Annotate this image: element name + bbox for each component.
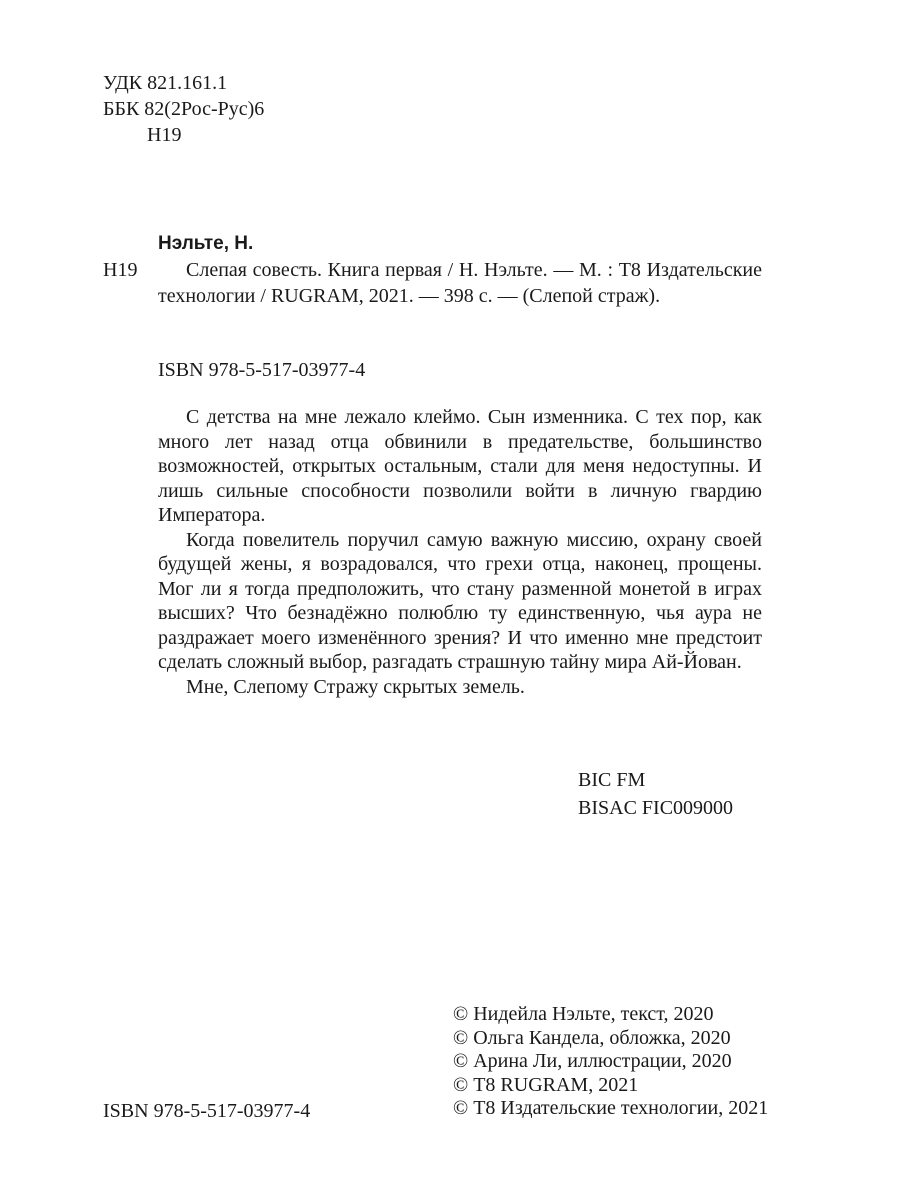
bic-code: BIC FM — [578, 769, 646, 791]
subject-codes — [578, 766, 733, 822]
copyright-line: © Ольга Кандела, обложка, 2020 — [453, 1026, 731, 1049]
cutter-code: Н19 — [147, 124, 182, 146]
record-isbn: ISBN 978-5-517-03977-4 — [158, 359, 366, 381]
bbk-code: ББК 82(2Рос-Рус)6 — [103, 98, 265, 120]
copyright-line: © Т8 Издательские технологии, 2021 — [453, 1097, 769, 1119]
bottom-isbn: ISBN 978-5-517-03977-4 — [103, 1100, 311, 1122]
record-cutter-code: Н19 — [103, 259, 138, 281]
copyright-list — [453, 1003, 768, 1121]
annotation-paragraph: Когда повелитель поручил самую важную миссию, охрану своей будущей жены, я возрадовался, что грехи отца, наконец, прощены. Мог ли я тогда предположить, что стану разменной монетой в играх высших? Что безнадёжно полюблю ту единственную, чья аура не раздражает моего изменённого зрения? И что именно мне предстоит сделать сложный выбор, разгадать страшную тайну мира Ай-Йован. — [158, 528, 762, 673]
copyright-line: © Нидейла Нэльте, текст, 2020 — [453, 1003, 714, 1025]
bibliographic-description: Слепая совесть. Книга первая / Н. Нэльте. — М. : Т8 Издательские технологии / RUGRAM, 2021. — 398 с. — (Слепой страж). — [158, 259, 762, 307]
author-heading: Нэльте, Н. — [158, 233, 254, 254]
annotation-paragraph: Мне, Слепому Стражу скрытых земель. — [186, 675, 525, 698]
copyright-line: © Т8 RUGRAM, 2021 — [453, 1073, 639, 1096]
annotation-paragraph: С детства на мне лежало клеймо. Сын изменника. С тех пор, как много лет назад отца обвинили в предательстве, большинство возможностей, открытых остальным, стали для меня недоступны. И лишь сильные способности позволили войти в личную гвардию Императора. — [158, 406, 762, 526]
udk-code: УДК 821.161.1 — [103, 72, 228, 94]
bisac-code: BISAC FIC009000 — [578, 797, 734, 819]
copyright-line: © Арина Ли, иллюстрации, 2020 — [453, 1050, 732, 1072]
annotation — [158, 405, 762, 699]
classification-block — [103, 70, 264, 148]
